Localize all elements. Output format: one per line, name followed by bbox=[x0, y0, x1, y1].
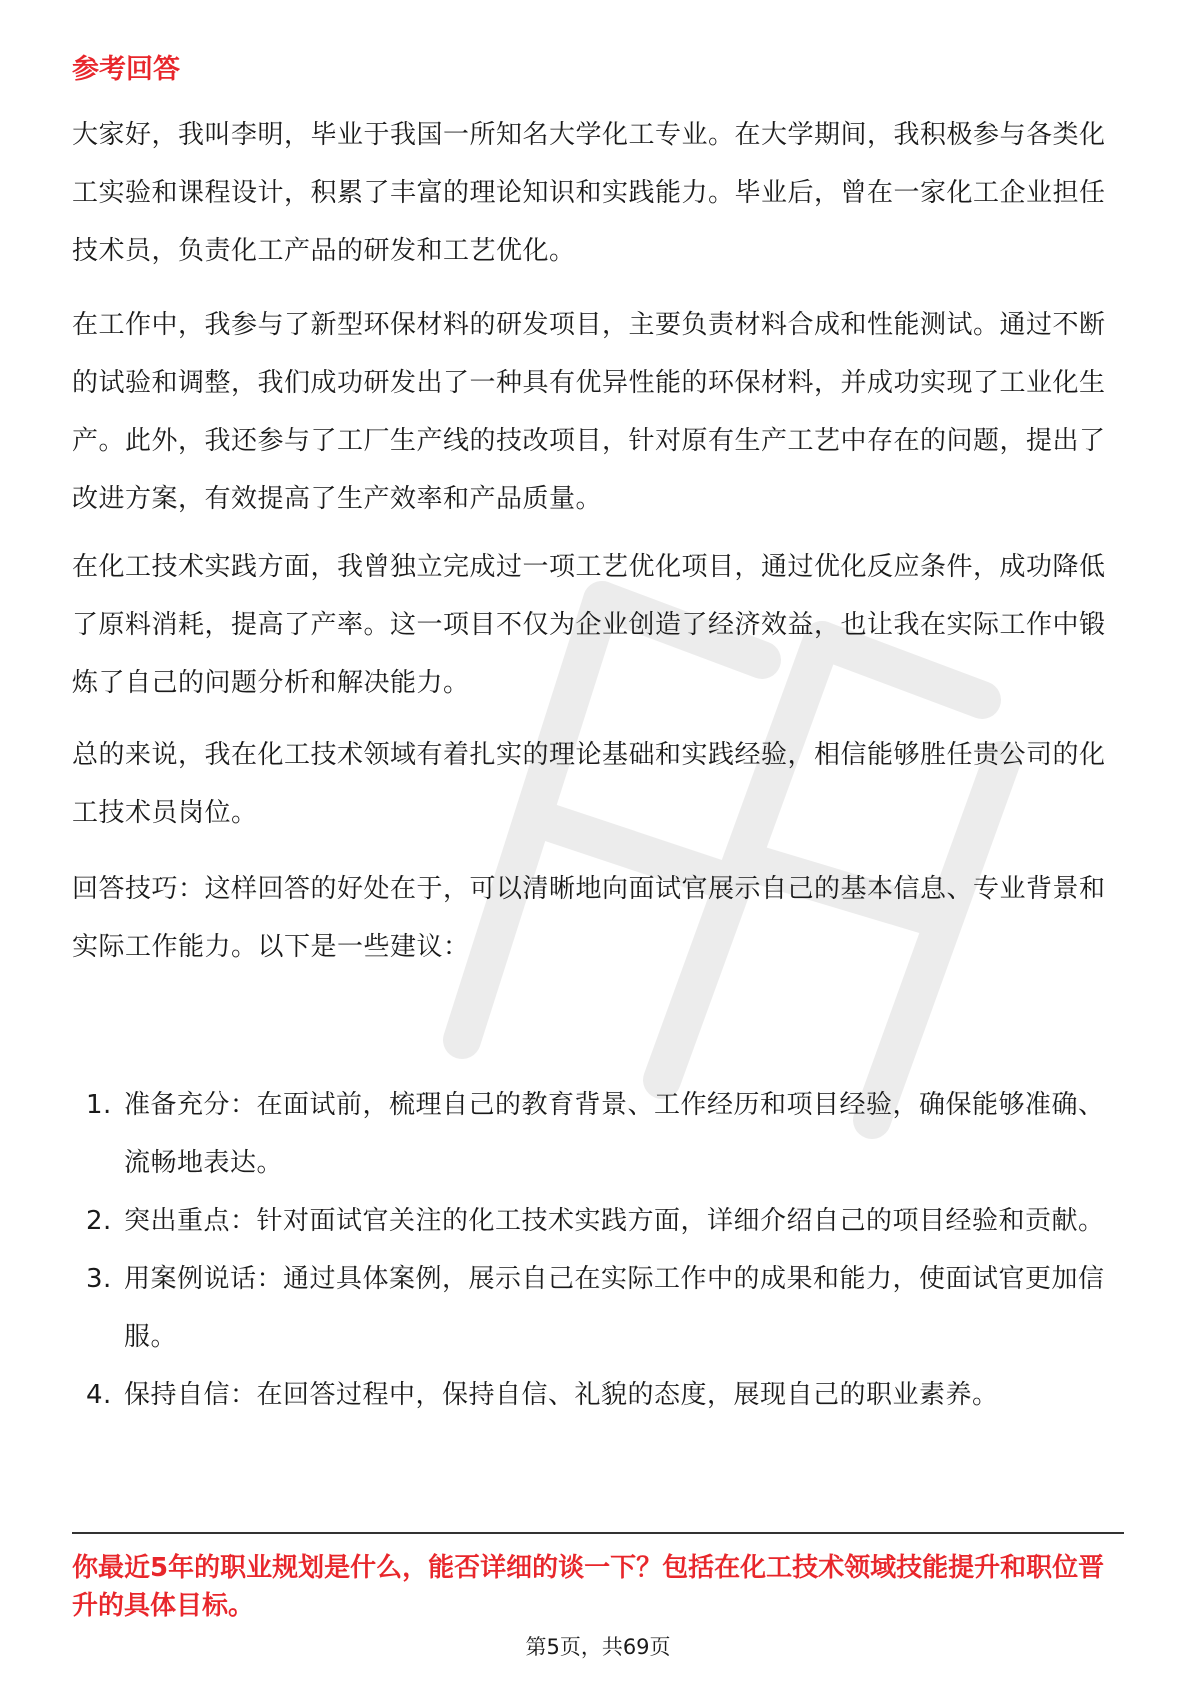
list-item-text: 用案例说话：通过具体案例，展示自己在实际工作中的成果和能力，使面试官更加信服。 bbox=[124, 1264, 1105, 1352]
page-number-footer: 第5页，共69页 bbox=[525, 1635, 671, 1659]
list-item bbox=[72, 1366, 1124, 1424]
answer-paragraph-work: 在工作中，我参与了新型环保材料的研发项目，主要负责材料合成和性能测试。通过不断的试验和调整，我们成功研发出了一种具有优异性能的环保材料，并成功实现了工业化生产。此外，我还参与了工厂生产线的技改项目，针对原有生产工艺中存在的问题，提出了改进方案，有效提高了生产效率和产品质量。 bbox=[72, 310, 1106, 514]
section-title: 参考回答 bbox=[72, 54, 180, 85]
section-divider bbox=[72, 1532, 1124, 1534]
list-item-text: 保持自信：在回答过程中，保持自信、礼貌的态度，展现自己的职业素养。 bbox=[124, 1380, 999, 1410]
tips-list bbox=[72, 1076, 1124, 1424]
list-item bbox=[72, 1250, 1124, 1366]
answer-paragraph-summary: 总的来说，我在化工技术领域有着扎实的理论基础和实践经验，相信能够胜任贵公司的化工技术员岗位。 bbox=[72, 740, 1106, 828]
document-page bbox=[72, 0, 1124, 1684]
list-item bbox=[72, 1192, 1124, 1250]
list-item bbox=[72, 1076, 1124, 1192]
list-item-number: 2. bbox=[86, 1206, 112, 1236]
answer-paragraph-intro: 大家好，我叫李明，毕业于我国一所知名大学化工专业。在大学期间，我积极参与各类化工实验和课程设计，积累了丰富的理论知识和实践能力。毕业后，曾在一家化工企业担任技术员，负责化工产品的研发和工艺优化。 bbox=[72, 120, 1106, 266]
answer-tips-intro: 回答技巧：这样回答的好处在于，可以清晰地向面试官展示自己的基本信息、专业背景和实际工作能力。以下是一些建议： bbox=[72, 874, 1106, 962]
list-item-number: 1. bbox=[86, 1090, 112, 1120]
list-item-number: 3. bbox=[86, 1264, 112, 1294]
list-item-number: 4. bbox=[86, 1380, 112, 1410]
list-item-text: 突出重点：针对面试官关注的化工技术实践方面，详细介绍自己的项目经验和贡献。 bbox=[124, 1206, 1105, 1236]
list-item-text: 准备充分：在面试前，梳理自己的教育背景、工作经历和项目经验，确保能够准确、流畅地表达。 bbox=[124, 1090, 1105, 1178]
next-question-heading: 你最近5年的职业规划是什么，能否详细的谈一下？包括在化工技术领域技能提升和职位晋升的具体目标。 bbox=[72, 1553, 1105, 1621]
answer-paragraph-practice: 在化工技术实践方面，我曾独立完成过一项工艺优化项目，通过优化反应条件，成功降低了原料消耗，提高了产率。这一项目不仅为企业创造了经济效益，也让我在实际工作中锻炼了自己的问题分析和解决能力。 bbox=[72, 552, 1106, 698]
